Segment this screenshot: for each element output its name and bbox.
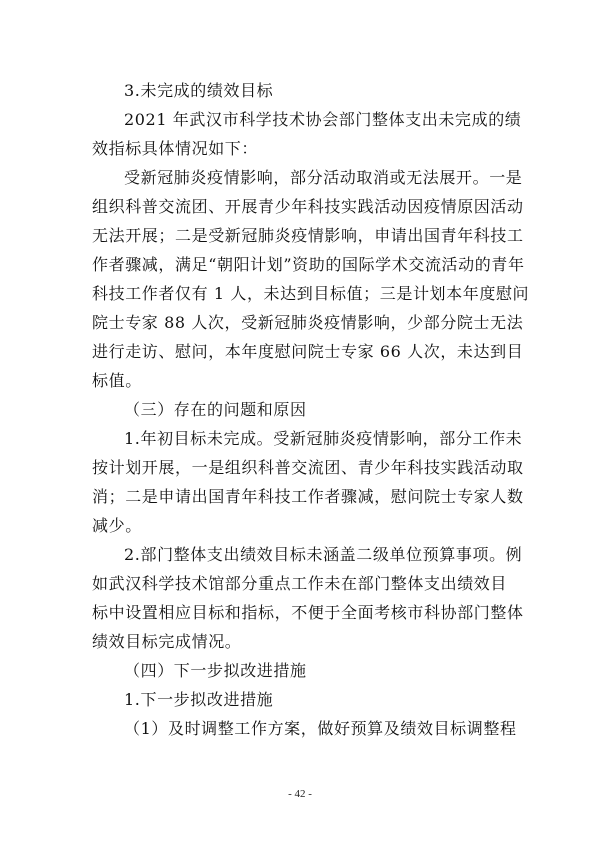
- text-line: 消；二是申请出国青年科技工作者骤减，慰问院士专家人数: [92, 487, 524, 506]
- text-line: 受新冠肺炎疫情影响，部分活动取消或无法展开。一是: [124, 168, 523, 187]
- heading-unfinished-targets: 3.未完成的绩效目标: [124, 81, 274, 100]
- paragraph-measure-1: [92, 714, 517, 743]
- text-line: 如武汉科学技术馆部分重点工作未在部门整体支出绩效目: [92, 574, 508, 593]
- paragraph-covid-impact: [92, 163, 530, 395]
- text-line: 标值。: [92, 371, 142, 390]
- text-line: 科技工作者仅有 1 人，未达到目标值；三是计划本年度慰问: [92, 284, 530, 303]
- paragraph-problem-1: [92, 424, 524, 540]
- text-line: 减少。: [92, 516, 142, 535]
- text-line: 按计划开展，一是组织科普交流团、青少年科技实践活动取: [92, 458, 524, 477]
- text-line: 标中设置相应目标和指标，不便于全面考核市科协部门整体: [92, 603, 524, 622]
- text-line: 进行走访、慰问，本年度慰问院士专家 66 人次，未达到目: [92, 342, 524, 361]
- text-line: 1.年初目标未完成。受新冠肺炎疫情影响，部分工作未: [124, 429, 523, 448]
- text-line: 效指标具体情况如下：: [92, 139, 259, 158]
- text-line: 绩效目标完成情况。: [92, 632, 242, 651]
- document-body: [92, 76, 530, 743]
- section-heading-measures: （四）下一步拟改进措施: [124, 661, 307, 680]
- paragraph-intro: [92, 105, 522, 163]
- text-line: 无法开展；二是受新冠肺炎疫情影响，申请出国青年科技工: [92, 226, 524, 245]
- text-line: 院士专家 88 人次，受新冠肺炎疫情影响，少部分院士无法: [92, 313, 524, 332]
- text-line: 组织科普交流团、开展青少年科技实践活动因疫情原因活动: [92, 197, 524, 216]
- text-line: 2.部门整体支出绩效目标未涵盖二级单位预算事项。例: [124, 545, 523, 564]
- section-heading-problems: （三）存在的问题和原因: [124, 400, 307, 419]
- text-line: 作者骤减，满足“朝阳计划”资助的国际学术交流活动的青年: [92, 255, 525, 274]
- text-line: （1）及时调整工作方案，做好预算及绩效目标调整程: [124, 719, 517, 738]
- paragraph-problem-2: [92, 540, 524, 656]
- page-number: - 42 -: [288, 788, 312, 800]
- text-line: 2021 年武汉市科学技术协会部门整体支出未完成的绩: [124, 110, 522, 129]
- subheading-measures: 1.下一步拟改进措施: [124, 690, 274, 709]
